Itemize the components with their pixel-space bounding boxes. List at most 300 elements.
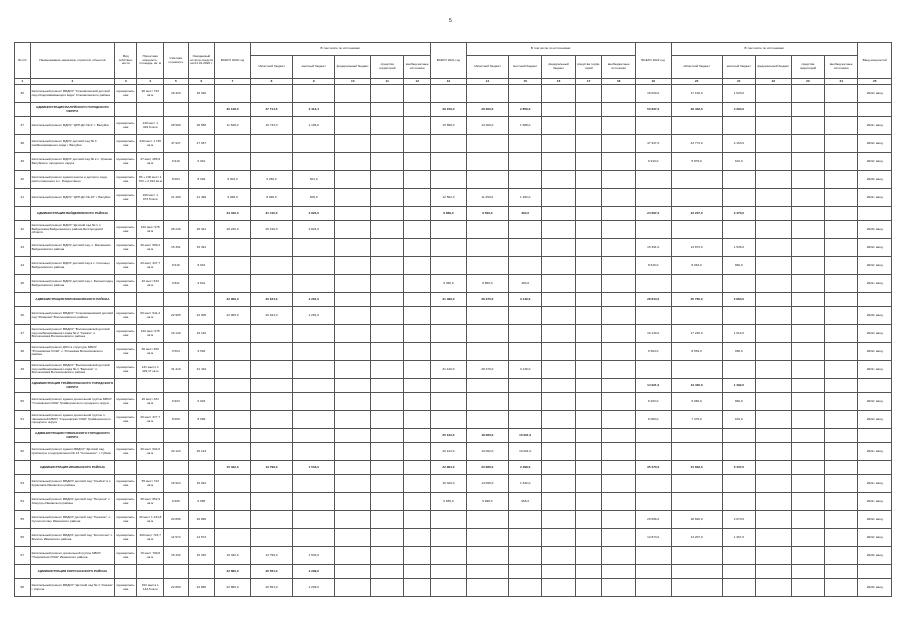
column-number: 5	[164, 79, 188, 85]
row-name-cell: Капитальный ремонт ДОО в структуре МБОУ "Ютановская СОШ", с. Ютановка Волоконовского района	[30, 343, 115, 361]
row-cell	[335, 307, 371, 325]
row-cell	[542, 293, 575, 307]
row-cell	[635, 189, 671, 207]
row-cell	[791, 275, 824, 293]
row-cell	[756, 393, 792, 411]
row-cell	[335, 153, 371, 171]
row-cell	[509, 257, 542, 275]
row-cell: 28 370,0	[466, 293, 508, 307]
row-cell	[635, 565, 671, 579]
row-cell: 20 624,0	[250, 293, 292, 307]
row-cell	[293, 239, 335, 257]
row-cell: 1 536,0	[722, 239, 755, 257]
row-cell	[575, 493, 602, 511]
table-row	[15, 135, 892, 153]
row-cell	[215, 343, 251, 361]
row-cell	[542, 257, 575, 275]
table-row	[15, 239, 892, 257]
row-cell	[404, 361, 431, 379]
row-cell	[575, 85, 602, 103]
row-cell	[293, 529, 335, 547]
row-cell	[509, 511, 542, 529]
row-cell: 13 873,0	[671, 239, 722, 257]
row-cell	[542, 275, 575, 293]
row-cell: 37 мест 285,8 кв.м	[137, 153, 164, 171]
header-source-2022-0: областной бюджет	[671, 56, 722, 79]
row-cell: 2021г. ввод	[858, 189, 892, 207]
row-cell	[404, 411, 431, 429]
row-cell	[335, 461, 371, 475]
row-cell	[335, 221, 371, 239]
row-cell: 3 437,0	[722, 461, 755, 475]
row-cell	[164, 565, 188, 579]
row-cell	[791, 257, 824, 275]
row-cell	[722, 429, 755, 443]
row-cell	[825, 361, 858, 379]
column-number: 10	[335, 79, 371, 85]
row-cell	[215, 443, 251, 461]
row-cell	[756, 343, 792, 361]
row-cell: 26 300,0	[466, 103, 508, 117]
row-cell	[602, 221, 635, 239]
row-cell	[722, 493, 755, 511]
row-cell	[602, 361, 635, 379]
row-cell	[791, 171, 824, 189]
row-cell	[293, 343, 335, 361]
row-cell: 14 921,0	[635, 379, 671, 393]
row-cell: 24 697,0	[635, 207, 671, 221]
row-cell	[335, 511, 371, 529]
column-number: 2	[30, 79, 115, 85]
row-cell	[509, 307, 542, 325]
table-row	[15, 153, 892, 171]
row-cell: 70 мест 799,8 кв.м	[137, 547, 164, 565]
row-cell: 49	[15, 361, 31, 379]
row-cell	[164, 461, 188, 475]
row-cell	[371, 153, 404, 171]
row-cell: 15 658,0	[431, 117, 467, 135]
row-cell	[756, 103, 792, 117]
header-name: Наименование заказчика, отраслей, объектов	[30, 43, 115, 79]
row-cell: 7 470,0	[671, 411, 722, 429]
row-cell: 35 270,0	[635, 461, 671, 475]
row-cell	[371, 189, 404, 207]
row-name-cell: Капитальный ремонт здания МБДОУ "Детский сад присмотра и оздоровления № 13 "Солнышко", г. Губкин	[30, 443, 115, 461]
row-cell: 13 300,0	[466, 117, 508, 135]
header-source-2020-0: областной бюджет	[250, 56, 292, 79]
row-cell	[371, 221, 404, 239]
row-cell	[466, 343, 508, 361]
column-number: 9	[293, 79, 335, 85]
row-cell	[404, 343, 431, 361]
row-cell	[756, 443, 792, 461]
row-cell	[250, 529, 292, 547]
row-cell	[858, 461, 892, 475]
row-cell	[115, 429, 137, 443]
header-total-2021: ВСЕГО 2021 год	[431, 43, 467, 79]
row-cell: муниципаль-ная	[115, 117, 137, 135]
row-cell	[466, 411, 508, 429]
column-number: 6	[188, 79, 215, 85]
row-cell	[825, 429, 858, 443]
row-cell	[335, 103, 371, 117]
row-cell: 9 504	[164, 343, 188, 361]
row-cell	[671, 579, 722, 597]
row-cell	[635, 547, 671, 565]
row-cell: 41	[15, 189, 31, 207]
row-cell	[250, 325, 292, 343]
row-cell	[825, 565, 858, 579]
row-cell	[404, 461, 431, 475]
row-cell	[250, 85, 292, 103]
row-cell	[825, 579, 858, 597]
investment-table	[14, 42, 892, 597]
row-cell: 605,0	[293, 189, 335, 207]
column-number: 12	[404, 79, 431, 85]
row-cell	[575, 343, 602, 361]
row-cell: 37	[15, 117, 31, 135]
row-cell: 2022г. ввод	[858, 411, 892, 429]
row-cell: 80 + 100 мест 1 703 + 2 913 кв.м	[137, 171, 164, 189]
row-cell	[404, 429, 431, 443]
row-name-cell: Капитальный ремонт МДОУ детский сад № 2 с. Уразово Валуйского городского округа	[30, 153, 115, 171]
row-cell	[635, 429, 671, 443]
row-name-cell: Капитальный ремонт МДОУ "ЦРР-ДС № 10" г. Валуйки	[30, 189, 115, 207]
row-cell	[791, 511, 824, 529]
row-cell	[509, 547, 542, 565]
row-cell	[137, 293, 164, 307]
row-cell: 38	[15, 135, 31, 153]
row-cell	[575, 153, 602, 171]
row-cell	[509, 135, 542, 153]
row-cell: 18 320	[164, 85, 188, 103]
row-cell: 120 мест 675 кв.м	[137, 325, 164, 343]
row-cell	[15, 379, 31, 393]
row-cell	[250, 239, 292, 257]
row-cell: 20 561,0	[250, 579, 292, 597]
row-cell	[756, 461, 792, 475]
row-cell: 45	[15, 275, 31, 293]
row-cell: 240 мест 1 730 кв.м	[137, 135, 164, 153]
row-cell	[164, 429, 188, 443]
row-cell: 11 250,0	[466, 189, 508, 207]
table-row	[15, 343, 892, 361]
table-row	[15, 511, 892, 529]
row-cell	[293, 379, 335, 393]
header-source-2022-1: местный бюджет	[722, 56, 755, 79]
row-cell: 2022г. ввод	[858, 343, 892, 361]
row-cell	[404, 579, 431, 597]
row-cell: 43 774,0	[671, 135, 722, 153]
row-cell	[293, 393, 335, 411]
row-name-cell: Капитальный ремонт МДОУ детский сад № 3 комбинированного вида г. Валуйки	[30, 135, 115, 153]
row-cell	[137, 103, 164, 117]
row-name-cell: Капитальный ремонт дошкольной группы МБОУ "Покровская ООШ" Ивнянского района	[30, 547, 115, 565]
row-cell: 28 560	[188, 117, 215, 135]
row-cell	[250, 361, 292, 379]
table-row	[15, 325, 892, 343]
row-cell	[542, 153, 575, 171]
header-sources-2021: В том числе по источникам:	[466, 43, 635, 56]
row-cell	[371, 103, 404, 117]
row-cell: 8 004	[164, 171, 188, 189]
header-source-2022-3: средства территорий	[791, 56, 824, 79]
row-cell	[791, 189, 824, 207]
row-name-cell: АДМИНИСТРАЦИЯ ВЕЙДЕЛЕВСКОГО РАЙОНА	[30, 207, 115, 221]
row-cell	[215, 153, 251, 171]
row-cell: 22 860,0	[215, 565, 251, 579]
row-cell	[250, 343, 292, 361]
row-cell: 20 696,0	[635, 511, 671, 529]
row-cell	[722, 361, 755, 379]
row-cell	[466, 307, 508, 325]
row-cell: 1 492,0	[722, 379, 755, 393]
row-cell	[293, 511, 335, 529]
row-cell	[404, 293, 431, 307]
row-cell	[791, 379, 824, 393]
row-cell	[722, 189, 755, 207]
column-number: 22	[756, 79, 792, 85]
row-cell: 6 923	[188, 393, 215, 411]
row-name-cell: Капитальный ремонт МДОУ "Детский сад № 1 п. Вейделевка Вейделевского района Белгородской области	[30, 221, 115, 239]
row-cell	[404, 103, 431, 117]
row-cell	[671, 493, 722, 511]
row-cell	[791, 221, 824, 239]
row-cell: 9 500,0	[466, 207, 508, 221]
row-cell: 30 128,0	[215, 103, 251, 117]
row-cell: муниципаль-ная	[115, 393, 137, 411]
row-cell: 53	[15, 475, 31, 493]
row-cell: 50 мест 450 кв.м	[137, 343, 164, 361]
row-cell: 90 мест 733 кв.м	[137, 85, 164, 103]
row-cell: 16 924	[164, 475, 188, 493]
row-cell	[335, 443, 371, 461]
row-cell	[404, 529, 431, 547]
row-cell	[825, 171, 858, 189]
table-row	[15, 189, 892, 207]
row-cell	[509, 239, 542, 257]
row-cell	[371, 547, 404, 565]
row-cell: 13 207,0	[671, 529, 722, 547]
row-cell	[293, 475, 335, 493]
row-cell: 20 мест 331 кв.м	[137, 393, 164, 411]
row-cell: 44	[15, 257, 31, 275]
row-cell	[575, 275, 602, 293]
row-cell: 48	[15, 343, 31, 361]
row-cell	[431, 565, 467, 579]
header-total-2020: ВСЕГО 2020 год	[215, 43, 251, 79]
row-cell	[371, 393, 404, 411]
row-cell	[509, 153, 542, 171]
row-cell	[671, 221, 722, 239]
row-cell	[215, 325, 251, 343]
row-cell	[335, 529, 371, 547]
row-cell	[542, 579, 575, 597]
row-cell	[791, 85, 824, 103]
row-cell	[188, 461, 215, 475]
row-cell	[602, 171, 635, 189]
row-cell	[602, 293, 635, 307]
row-cell	[635, 221, 671, 239]
row-cell: 2020г. ввод	[858, 307, 892, 325]
row-cell	[250, 511, 292, 529]
row-cell: 15 391	[164, 239, 188, 257]
row-cell	[188, 103, 215, 117]
row-cell	[215, 429, 251, 443]
row-cell: 6 923,0	[635, 393, 671, 411]
row-cell	[371, 429, 404, 443]
row-cell	[466, 239, 508, 257]
row-cell	[602, 343, 635, 361]
row-cell	[542, 221, 575, 239]
row-cell	[542, 443, 575, 461]
row-cell: 40 мест 1 234,8 кв.м	[137, 511, 164, 529]
row-cell	[404, 171, 431, 189]
header-total-2022: ВСЕГО 2022 год	[635, 43, 671, 79]
row-cell: муниципаль-ная	[115, 189, 137, 207]
row-cell: 13 420,0	[671, 379, 722, 393]
row-cell	[825, 135, 858, 153]
row-cell: 2022г. ввод	[858, 153, 892, 171]
row-cell: муниципаль-ная	[115, 221, 137, 239]
row-cell: муниципаль-ная	[115, 529, 137, 547]
row-cell: 53 837,0	[635, 103, 671, 117]
row-cell: 2020г. ввод	[858, 171, 892, 189]
row-cell	[756, 529, 792, 547]
row-cell	[791, 547, 824, 565]
row-cell	[371, 307, 404, 325]
table-row	[15, 411, 892, 429]
row-cell	[335, 493, 371, 511]
row-cell: 1 252,0	[509, 189, 542, 207]
row-cell: муниципаль-ная	[115, 275, 137, 293]
row-cell	[215, 275, 251, 293]
header-num: № п/п	[15, 43, 31, 79]
row-cell: 40 мест 604,6 кв.м	[137, 443, 164, 461]
row-cell	[575, 361, 602, 379]
row-cell: 2020г. ввод	[858, 221, 892, 239]
row-cell: 9 504	[188, 343, 215, 361]
row-cell: 9 841	[164, 275, 188, 293]
row-cell: 6 923	[164, 393, 188, 411]
section-row	[15, 293, 892, 307]
row-cell	[542, 207, 575, 221]
row-name-cell: Капитальный ремонт МБДОУ детский сад "Петушок" с. Хомутцы Ивнянского района	[30, 493, 115, 511]
row-cell: 20 123,0	[431, 443, 467, 461]
row-cell	[671, 361, 722, 379]
row-name-cell: Капитальный ремонт МБДОУ "Волоконовский детский сад комбинированного вида № 2 "Сказка", п. Волоконовка Волоконовского района	[30, 325, 115, 343]
row-cell	[215, 411, 251, 429]
row-cell	[115, 293, 137, 307]
row-cell	[825, 207, 858, 221]
header-input: Ввод мощностей	[858, 43, 892, 79]
row-cell	[15, 207, 31, 221]
row-cell	[756, 293, 792, 307]
row-cell	[293, 275, 335, 293]
row-cell: 5 879,0	[671, 153, 722, 171]
row-cell	[756, 275, 792, 293]
row-name-cell: Капитальный ремонт МБДОУ "Волоконовский детский сад комбинированного вида № 1 "Березка", п. Волоконовка Волоконовского района	[30, 361, 115, 379]
row-cell: 26 341	[188, 221, 215, 239]
row-cell	[431, 379, 467, 393]
table-row	[15, 547, 892, 565]
row-cell: 190 мест 1 073,5 кв.м	[137, 189, 164, 207]
row-cell	[509, 565, 542, 579]
row-cell: 22 905	[164, 307, 188, 325]
row-cell: 20 123,0	[431, 429, 467, 443]
header-sources-2020: В том числе по источникам:	[250, 43, 430, 56]
row-cell	[293, 85, 335, 103]
row-cell: 14 574	[164, 529, 188, 547]
row-cell: 4 394,0	[722, 103, 755, 117]
row-cell	[825, 103, 858, 117]
row-name-cell: АДМИНИСТРАЦИЯ ИВНЯНСКОГО РАЙОНА	[30, 461, 115, 475]
row-cell	[825, 343, 858, 361]
row-cell	[602, 117, 635, 135]
row-cell	[575, 307, 602, 325]
row-cell: 31 419,0	[431, 361, 467, 379]
header-source-2021-2: федеральный бюджет	[542, 56, 575, 79]
row-cell	[825, 411, 858, 429]
row-cell	[602, 135, 635, 153]
row-cell: 10 062,0	[466, 443, 508, 461]
row-cell: 2 925,0	[293, 207, 335, 221]
row-cell	[602, 429, 635, 443]
row-cell	[404, 565, 431, 579]
row-cell	[466, 547, 508, 565]
header-source-2021-4: внебюджетные источники	[602, 56, 635, 79]
row-cell: 18 320	[188, 85, 215, 103]
row-cell: 2022г. ввод	[858, 511, 892, 529]
row-cell	[722, 307, 755, 325]
row-cell	[371, 171, 404, 189]
row-cell: 2020г. ввод	[858, 547, 892, 565]
row-cell: 20 561,0	[250, 565, 292, 579]
row-name-cell: Капитальный ремонт здания школы и детского сада, расположенного в с. Рождествено	[30, 171, 115, 189]
section-row	[15, 103, 892, 117]
row-cell	[671, 565, 722, 579]
header-source-2021-1: местный бюджет	[509, 56, 542, 79]
row-cell: 43	[15, 239, 31, 257]
row-cell	[791, 443, 824, 461]
row-cell	[335, 411, 371, 429]
row-cell: 2021г. ввод	[858, 493, 892, 511]
row-cell	[404, 379, 431, 393]
row-cell	[371, 565, 404, 579]
row-cell	[115, 103, 137, 117]
row-cell: 25 760,0	[671, 293, 722, 307]
row-cell	[215, 239, 251, 257]
row-cell	[575, 461, 602, 475]
row-cell	[250, 257, 292, 275]
row-cell: 2 299,0	[293, 565, 335, 579]
row-cell	[335, 189, 371, 207]
row-cell: 14 695,0	[466, 475, 508, 493]
row-cell	[466, 393, 508, 411]
row-cell	[602, 257, 635, 275]
row-cell: 2022г. ввод	[858, 135, 892, 153]
row-name-cell: АДМИНИСТРАЦИЯ ВОЛОКОНОВСКОГО РАЙОНА	[30, 293, 115, 307]
row-cell	[575, 293, 602, 307]
row-cell: 15 332,0	[215, 461, 251, 475]
row-cell	[509, 411, 542, 429]
row-cell	[137, 207, 164, 221]
row-cell: 47 937	[188, 135, 215, 153]
row-cell: 40	[15, 171, 31, 189]
row-cell	[756, 325, 792, 343]
row-cell	[250, 475, 292, 493]
row-cell	[335, 379, 371, 393]
